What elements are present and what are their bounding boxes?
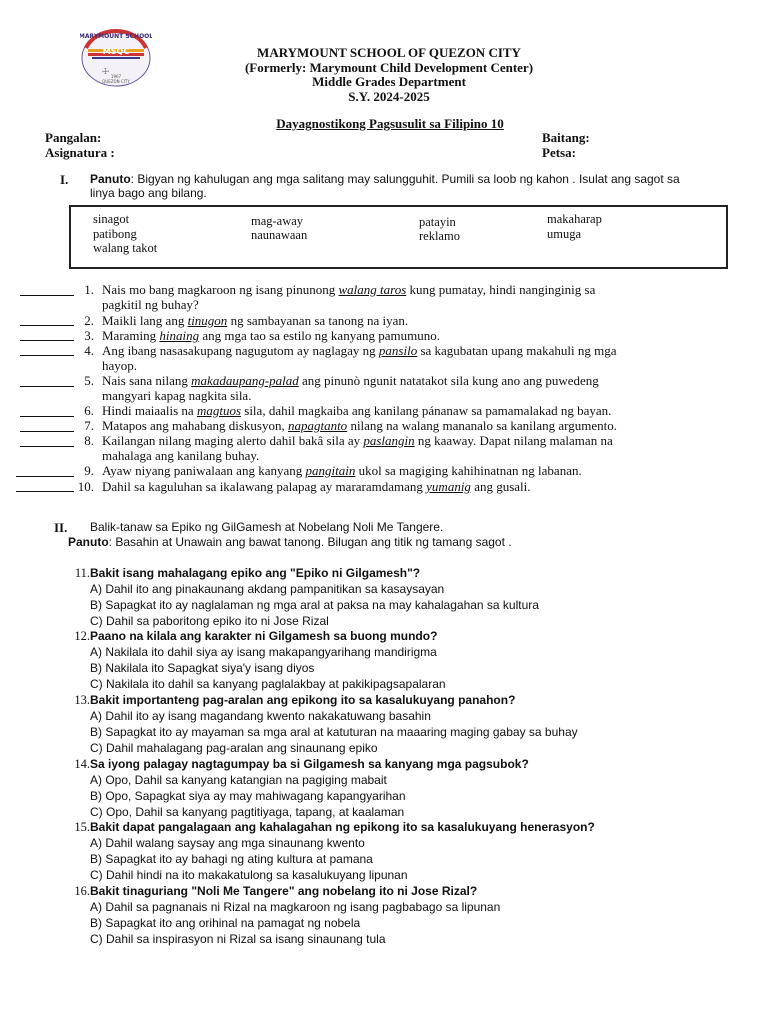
school-year: S.Y. 2024-2025 xyxy=(348,88,430,104)
answer-option[interactable]: C) Dahil mahalagang pag-aralan ang sinaunang epiko xyxy=(90,741,378,755)
word-bank-item: patayin xyxy=(419,215,456,229)
answer-option[interactable]: C) Opo, Dahil sa kanyang pagtitiyaga, tapang, at kaalaman xyxy=(90,805,405,819)
svg-text:☩: ☩ xyxy=(102,67,110,76)
subject-field-label: Asignatura : xyxy=(45,145,115,160)
word-bank-item: umuga xyxy=(547,227,582,241)
answer-option[interactable]: C) Nakilala ito dahil sa kanyang paglalakbay at pakikipagsapalaran xyxy=(90,677,446,691)
part-two-label: II. xyxy=(54,520,68,535)
underlined-word: paslangin xyxy=(363,433,415,448)
question-text: Paano na kilala ang karakter ni Gilgamesh sa buong mundo? xyxy=(90,629,438,643)
grade-field-label: Baitang: xyxy=(542,130,590,145)
svg-text:MSQC: MSQC xyxy=(102,47,130,56)
answer-blank[interactable] xyxy=(20,431,74,432)
answer-option[interactable]: B) Sapagkat ito ay bahagi ng ating kultura at pamana xyxy=(90,852,373,866)
question-text: Bakit isang mahalagang epiko ang "Epiko ni Gilgamesh"? xyxy=(90,566,421,580)
question-text: Bakit importanteng pag-aralan ang epikong ito sa kasalukuyang panahon? xyxy=(90,693,516,707)
answer-option[interactable]: A) Dahil sa pagnanais ni Rizal na magkaroon ng isang pagbabago sa lipunan xyxy=(90,900,501,914)
answer-option[interactable]: A) Dahil walang saysay ang mga sinaunang kwento xyxy=(90,836,365,850)
name-field-label: Pangalan: xyxy=(45,130,102,145)
word-bank-item: mag-away xyxy=(251,214,304,228)
underlined-word: napagtanto xyxy=(287,418,348,433)
word-bank-item: reklamo xyxy=(419,229,460,243)
question-number: 13. xyxy=(74,693,90,707)
school-name: MARYMOUNT SCHOOL OF QUEZON CITY xyxy=(257,45,521,60)
underlined-word: yumanig xyxy=(426,479,471,494)
answer-blank[interactable] xyxy=(20,386,74,387)
underlined-word: tinugon xyxy=(187,313,228,328)
svg-text:1967: 1967 xyxy=(110,74,122,79)
part-one-instructions xyxy=(90,172,725,200)
exam-title: Dayagnostikong Pagsusulit sa Filipino 10 xyxy=(276,116,504,131)
answer-blank[interactable] xyxy=(20,355,74,356)
panuto-text: : Bigyan ng kahulugan ang mga salitang may salungguhit. Pumili sa loob ng kahon . Isulat ang sagot sa xyxy=(130,172,680,186)
word-bank-item: makaharap xyxy=(547,212,602,226)
part-two-instructions xyxy=(68,535,703,549)
question-text: Bakit dapat pangalagaan ang kahalagahan ng epikong ito sa kasalukuyang henerasyon? xyxy=(90,820,595,834)
underlined-word: walang taros xyxy=(338,282,407,297)
panuto-text-2: linya bago ang bilang. xyxy=(90,186,207,200)
question-number: 14. xyxy=(74,757,90,771)
answer-blank[interactable] xyxy=(20,446,74,447)
question-number: 16. xyxy=(74,884,90,898)
underlined-word: pangitain xyxy=(305,463,356,478)
underlined-word: hinaing xyxy=(159,328,200,343)
date-field-label: Petsa: xyxy=(542,145,576,160)
answer-option[interactable]: C) Dahil sa inspirasyon ni Rizal sa isang sinaunang tula xyxy=(90,932,386,946)
word-bank-item: patibong xyxy=(93,227,137,241)
word-bank-item: walang takot xyxy=(93,241,158,255)
question-text: Sa iyong palagay nagtagumpay ba si Gilgamesh sa kanyang mga pagsubok? xyxy=(90,757,529,771)
word-bank xyxy=(69,205,728,269)
underlined-word: magtuos xyxy=(196,403,242,418)
answer-blank[interactable] xyxy=(20,340,74,341)
answer-blank[interactable] xyxy=(16,491,74,492)
part-one-label: I. xyxy=(60,172,69,187)
answer-option[interactable]: C) Dahil sa paboritong epiko ito ni Jose Rizal xyxy=(90,614,329,628)
question-number: 15. xyxy=(74,820,90,834)
word-bank-item: naunawaan xyxy=(251,228,308,242)
department: Middle Grades Department xyxy=(312,74,466,89)
answer-option[interactable]: A) Dahil ito ang pinakaunang akdang pampanitikan sa kasaysayan xyxy=(90,582,445,596)
answer-blank[interactable] xyxy=(16,476,74,477)
word-bank-item: sinagot xyxy=(93,212,130,226)
answer-option[interactable]: C) Dahil hindi na ito makakatulong sa kasalukuyang lipunan xyxy=(90,868,408,882)
question-text: Bakit tinaguriang "Noli Me Tangere" ang nobelang ito ni Jose Rizal? xyxy=(90,884,478,898)
answer-option[interactable]: B) Sapagkat ito ay mayaman sa mga aral at katuturan na maaaring maging gabay sa buhay xyxy=(90,725,578,739)
panuto-text: : Basahin at Unawain ang bawat tanong. Bilugan ang titik ng tamang sagot . xyxy=(108,535,512,549)
answer-option[interactable]: A) Nakilala ito dahil siya ay isang makapangyarihang mandirigma xyxy=(90,645,437,659)
answer-blank[interactable] xyxy=(20,325,74,326)
part-two-intro: Balik-tanaw sa Epiko ng GilGamesh at Nobelang Noli Me Tangere. xyxy=(90,520,444,534)
answer-option[interactable]: B) Sapagkat ito ang orihinal na pamagat ng nobela xyxy=(90,916,361,930)
school-header xyxy=(0,46,768,104)
underlined-word: pansilo xyxy=(378,343,418,358)
answer-option[interactable]: A) Opo, Dahil sa kanyang katangian na pagiging mabait xyxy=(90,773,387,787)
answer-blank[interactable] xyxy=(20,416,74,417)
answer-option[interactable]: B) Sapagkat ito ay naglalaman ng mga aral at paksa na may kahalagahan sa kultura xyxy=(90,598,539,612)
svg-text:MARYMOUNT SCHOOL: MARYMOUNT SCHOOL xyxy=(80,33,152,40)
panuto-label: Panuto xyxy=(68,535,109,549)
answer-option[interactable]: A) Dahil ito ay isang magandang kwento nakakatuwang basahin xyxy=(90,709,431,723)
answer-option[interactable]: B) Nakilala ito Sapagkat siya'y isang diyos xyxy=(90,661,315,675)
answer-blank[interactable] xyxy=(20,295,74,296)
svg-text:QUEZON CITY: QUEZON CITY xyxy=(102,79,130,84)
underlined-word: makadaupang-palad xyxy=(191,373,299,388)
question-number: 12. xyxy=(74,629,90,643)
question-number: 11. xyxy=(74,566,90,580)
school-former-name: (Formerly: Marymount Child Development Center) xyxy=(244,59,534,75)
panuto-label: Panuto xyxy=(90,172,131,186)
answer-option[interactable]: B) Opo, Sapagkat siya ay may mahiwagang kapangyarihan xyxy=(90,789,406,803)
